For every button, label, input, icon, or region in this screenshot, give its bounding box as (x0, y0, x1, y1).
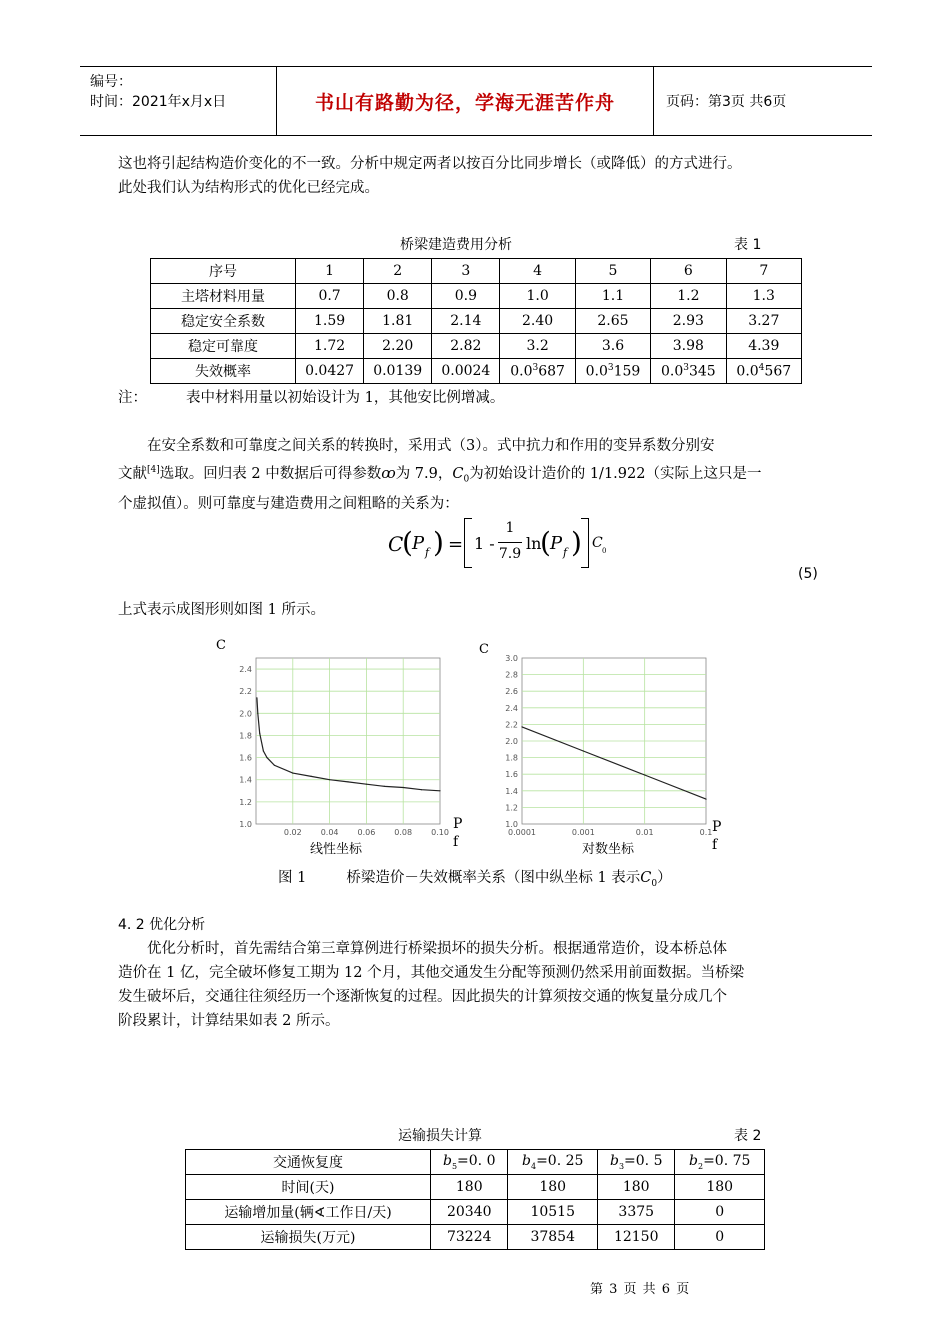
table2-cell (508, 1150, 598, 1175)
eq-bracket-l (464, 518, 472, 568)
table1-cell: 1.72 (296, 334, 364, 359)
x-tick-label: 0.08 (394, 828, 413, 837)
data-point (439, 790, 440, 791)
data-point (366, 784, 367, 785)
y-tick-label: 2.2 (239, 687, 252, 697)
table2-header-row (186, 1150, 765, 1175)
page-header (80, 66, 872, 136)
page-footer: 第 3 页 共 6 页 (590, 1282, 691, 1297)
b-symbol: b (609, 1153, 619, 1170)
table2-cell: 180 (675, 1175, 765, 1200)
data-point (705, 799, 706, 800)
table1-cell: 1 (296, 259, 364, 284)
table1-cell (726, 359, 801, 384)
eq-f2: f (563, 546, 568, 559)
num-rest: 159 (613, 363, 641, 380)
header-page: 页码：第3页 共6页 (666, 94, 787, 110)
num-base: 0.0 (510, 363, 533, 380)
data-point (384, 786, 385, 787)
x-tick-label: 0.04 (320, 828, 339, 837)
figure-caption (278, 866, 672, 896)
table1-cell: 3.98 (651, 334, 726, 359)
c0-sub: 0 (463, 474, 470, 485)
table1-cell: 2 (364, 259, 432, 284)
table1-cell: 0.0427 (296, 359, 364, 384)
header-meta (80, 67, 277, 135)
table1-cell: 2.14 (432, 309, 500, 334)
eq-den: 7.9 (498, 546, 522, 562)
table1-cell: 6 (651, 259, 726, 284)
table1-cell: 0.0024 (432, 359, 500, 384)
doc-code: 编号： (90, 74, 132, 90)
table2 (185, 1149, 765, 1250)
num-rest: 345 (688, 363, 716, 380)
table2-cell: 12150 (597, 1225, 674, 1250)
table2-cell: 时间(天) (186, 1175, 431, 1200)
table1-header-row (151, 259, 802, 284)
table1-cell: 1.1 (575, 284, 650, 309)
table1-cell: 1.81 (364, 309, 432, 334)
caption-c: C (640, 870, 652, 886)
chart-log (492, 650, 718, 846)
y-tick-label: 1.6 (239, 753, 252, 763)
x-tick-label: 0.0001 (508, 828, 536, 837)
table1-note: 表中材料用量以初始设计为 1，其他安比例增减。 (186, 390, 505, 406)
num-base: 0.0 (660, 363, 684, 380)
chart1-title: 线性坐标 (310, 842, 363, 857)
citation-ref: [4] (147, 465, 160, 475)
table1-cell (575, 359, 650, 384)
table1-cell (651, 359, 726, 384)
num-exp: 3 (607, 362, 614, 373)
eq-paren-r: ) (433, 526, 444, 559)
table2-cell: 0 (675, 1200, 765, 1225)
table1-cell: 4.39 (726, 334, 801, 359)
num-exp: 3 (683, 362, 689, 373)
data-point (583, 750, 584, 751)
chart2-xlabel: Pf (712, 819, 722, 853)
b-sub: 5 (451, 1161, 458, 1171)
table1-cell: 1.0 (500, 284, 575, 309)
table2-cell: 73224 (431, 1225, 508, 1250)
table1-cell: 0.0139 (364, 359, 432, 384)
table1-cell: 1.2 (651, 284, 726, 309)
data-point (311, 776, 312, 777)
table1-cell: 2.93 (651, 309, 726, 334)
y-tick-label: 2.6 (505, 687, 518, 697)
data-point (259, 733, 260, 734)
table2-label: 表 2 (734, 1128, 762, 1144)
table1-cell: 3.6 (575, 334, 650, 359)
y-tick-label: 1.0 (239, 820, 252, 829)
x-tick-label: 0.10 (431, 828, 449, 837)
table1-cell: 3.27 (726, 309, 801, 334)
table2-cell: 180 (508, 1175, 598, 1200)
table2-cell: 0 (675, 1225, 765, 1250)
y-tick-label: 1.0 (505, 820, 518, 829)
num-base: 0.0 (585, 363, 608, 380)
b-symbol: b (522, 1153, 531, 1170)
x-tick-label: 0.02 (283, 828, 302, 837)
table-row (186, 1200, 765, 1225)
eq-paren-l: ( (402, 526, 413, 559)
relation-line-2 (118, 458, 858, 492)
b-val: =0. 75 (703, 1153, 751, 1170)
chart-linear (226, 650, 452, 846)
caption-prefix: 图 1 (278, 870, 307, 886)
b-symbol: b (689, 1153, 698, 1170)
table1-cell (500, 359, 575, 384)
data-point (347, 781, 348, 782)
y-tick-label: 1.8 (239, 731, 252, 741)
data-point (257, 713, 258, 714)
b-val: =0. 5 (624, 1153, 663, 1170)
table1-cell: 2.40 (500, 309, 575, 334)
section-heading: 4. 2 优化分析 (118, 917, 206, 933)
eq-paren-l2: ( (540, 526, 551, 559)
table1-cell: 0.9 (432, 284, 500, 309)
table1-cell: 3.2 (500, 334, 575, 359)
table-row (151, 284, 802, 309)
table2-cell (597, 1150, 674, 1175)
relation-paragraph (118, 434, 858, 516)
data-point (266, 757, 267, 758)
y-tick-label: 2.4 (505, 703, 518, 713)
relation-line-3: 个虚拟值）。则可靠度与建造费用之间粗略的关系为： (118, 495, 459, 512)
chart1-ylabel: C (216, 638, 226, 653)
section-line-2: 造价在 1 亿，完全破坏修复工期为 12 个月，其他交通发生分配等预测仍然采用前面数据。当桥梁 (118, 965, 745, 981)
table1-cell: 0.8 (364, 284, 432, 309)
table1-note-label: 注： (118, 390, 147, 406)
equation-number: (5) (798, 566, 818, 582)
table1-cell: 失效概率 (151, 359, 296, 384)
eq-f: f (425, 546, 430, 559)
eq-equals: = (448, 534, 464, 555)
section-paragraph (118, 937, 858, 1033)
txt: 文献 (118, 465, 147, 482)
table2-cell: 180 (597, 1175, 674, 1200)
x-tick-label: 0.01 (635, 828, 654, 837)
table2-cell: 交通恢复度 (186, 1150, 431, 1175)
b-val: =0. 25 (536, 1153, 584, 1170)
chart2-title: 对数坐标 (582, 842, 635, 857)
x-tick-label: 0.1 (699, 828, 713, 837)
x-tick-label: 0.06 (357, 828, 376, 837)
y-tick-label: 1.2 (239, 797, 252, 807)
b-sub: 4 (530, 1161, 537, 1171)
eq-P2: P (550, 533, 563, 554)
y-tick-label: 1.4 (239, 775, 252, 785)
table1-cell: 主塔材料用量 (151, 284, 296, 309)
section-line-4: 阶段累计，计算结果如表 2 所示。 (118, 1013, 340, 1029)
eq-C: C (388, 532, 404, 556)
table1-cell: 1.3 (726, 284, 801, 309)
data-point (644, 774, 645, 775)
num-exp: 4 (758, 362, 765, 373)
plot-area (256, 658, 440, 824)
eq-bracket-r (581, 518, 589, 568)
eq-C0: C (592, 535, 603, 551)
figure-intro: 上式表示成图形则如图 1 所示。 (118, 602, 325, 618)
table-row (151, 359, 802, 384)
table1-cell: 7 (726, 259, 801, 284)
eq-paren-r2: ) (571, 526, 582, 559)
y-tick-label: 2.8 (505, 670, 518, 680)
header-motto: 书山有路勤为径，学海无涯苦作舟 (277, 67, 654, 135)
eq-fraction-bar (498, 542, 522, 543)
chart1-xlabel: Pf (453, 816, 463, 850)
table1-cell: 1.59 (296, 309, 364, 334)
chart2-ylabel: C (479, 642, 489, 657)
b-sub: 2 (697, 1161, 704, 1171)
num-base: 0.0 (736, 363, 759, 380)
caption-sub: 0 (651, 878, 658, 889)
data-point (329, 779, 330, 780)
table-row (151, 334, 802, 359)
data-point (274, 765, 275, 766)
eq-num: 1 (505, 520, 515, 536)
b-symbol: b (442, 1153, 452, 1170)
data-point (292, 773, 293, 774)
txt: 选取。回归表 2 中数据后可得参数 (159, 465, 382, 482)
table1-cell: 2.20 (364, 334, 432, 359)
table1-cell: 3 (432, 259, 500, 284)
doc-time: 时间：2021年x月x日 (90, 94, 227, 110)
y-tick-label: 1.8 (505, 753, 518, 763)
txt: 为初始设计造价的 1/1.922（实际上这只是一 (469, 465, 762, 482)
table1-cell: 5 (575, 259, 650, 284)
caption-text: 桥梁造价－失效概率关系（图中纵坐标 1 表示 (346, 870, 641, 886)
table2-cell: 37854 (508, 1225, 598, 1250)
section-line-3: 发生破坏后，交通往往须经历一个逐渐恢复的过程。因此损失的计算须按交通的恢复量分成几个 (118, 989, 727, 1005)
data-point (256, 697, 257, 698)
table2-cell: 20340 (431, 1200, 508, 1225)
data-point (421, 789, 422, 790)
table1-cell: 稳定安全系数 (151, 309, 296, 334)
intro-line-2: 此处我们认为结构形式的优化已经完成。 (118, 180, 379, 196)
eq-one: 1 - (474, 534, 495, 553)
table1-cell: 4 (500, 259, 575, 284)
y-tick-label: 2.2 (505, 720, 518, 730)
num-rest: 687 (538, 363, 565, 380)
table-row (186, 1225, 765, 1250)
table2-cell: 3375 (597, 1200, 674, 1225)
txt: 为 7.9， (395, 465, 453, 482)
equation-5 (388, 516, 608, 572)
section-line-1: 优化分析时，首先需结合第三章算例进行桥梁损坏的损失分析。根据通常造价，设本桥总体 (147, 941, 727, 957)
table1 (150, 258, 802, 384)
eq-ln: ln (526, 534, 542, 553)
y-tick-label: 2.4 (239, 665, 252, 675)
y-tick-label: 3.0 (505, 654, 518, 663)
intro-line-1: 这也将引起结构造价变化的不一致。分析中规定两者以按百分比同步增长（或降低）的方式进行。 (118, 156, 742, 172)
y-tick-label: 1.4 (505, 786, 518, 796)
c0-symbol: C (452, 465, 464, 482)
table-row (186, 1175, 765, 1200)
param-symbol: ꝏ (381, 465, 396, 482)
y-tick-label: 1.2 (505, 803, 518, 813)
table1-cell: 稳定可靠度 (151, 334, 296, 359)
data-point (263, 750, 264, 751)
relation-line-1: 在安全系数和可靠度之间关系的转换时，采用式（3）。式中抗力和作用的变异系数分别安 (147, 438, 715, 454)
data-point (403, 787, 404, 788)
table2-cell (431, 1150, 508, 1175)
intro-paragraph (118, 152, 858, 200)
table2-title: 运输损失计算 (398, 1128, 482, 1144)
y-tick-label: 2.0 (239, 709, 252, 719)
table2-cell: 180 (431, 1175, 508, 1200)
table1-cell: 2.65 (575, 309, 650, 334)
b-val: =0. 0 (457, 1153, 496, 1170)
b-sub: 3 (618, 1161, 625, 1171)
x-tick-label: 0.001 (571, 828, 595, 837)
eq-P: P (412, 533, 425, 554)
caption-end: ） (657, 870, 672, 886)
table1-label: 表 1 (734, 237, 762, 253)
table-row (151, 309, 802, 334)
table2-cell: 运输损失(万元) (186, 1225, 431, 1250)
table2-cell (675, 1150, 765, 1175)
table2-cell: 10515 (508, 1200, 598, 1225)
y-tick-label: 1.6 (505, 770, 518, 780)
num-exp: 3 (532, 362, 539, 373)
table1-title: 桥梁建造费用分析 (400, 237, 512, 253)
num-rest: 567 (764, 363, 792, 380)
table2-cell: 运输增加量(辆∢工作日/天) (186, 1200, 431, 1225)
data-point (521, 726, 522, 727)
y-tick-label: 2.0 (505, 737, 518, 746)
table1-cell: 0.7 (296, 284, 364, 309)
eq-C0-sub: 0 (602, 547, 607, 555)
table1-cell: 序号 (151, 259, 296, 284)
table1-cell: 2.82 (432, 334, 500, 359)
